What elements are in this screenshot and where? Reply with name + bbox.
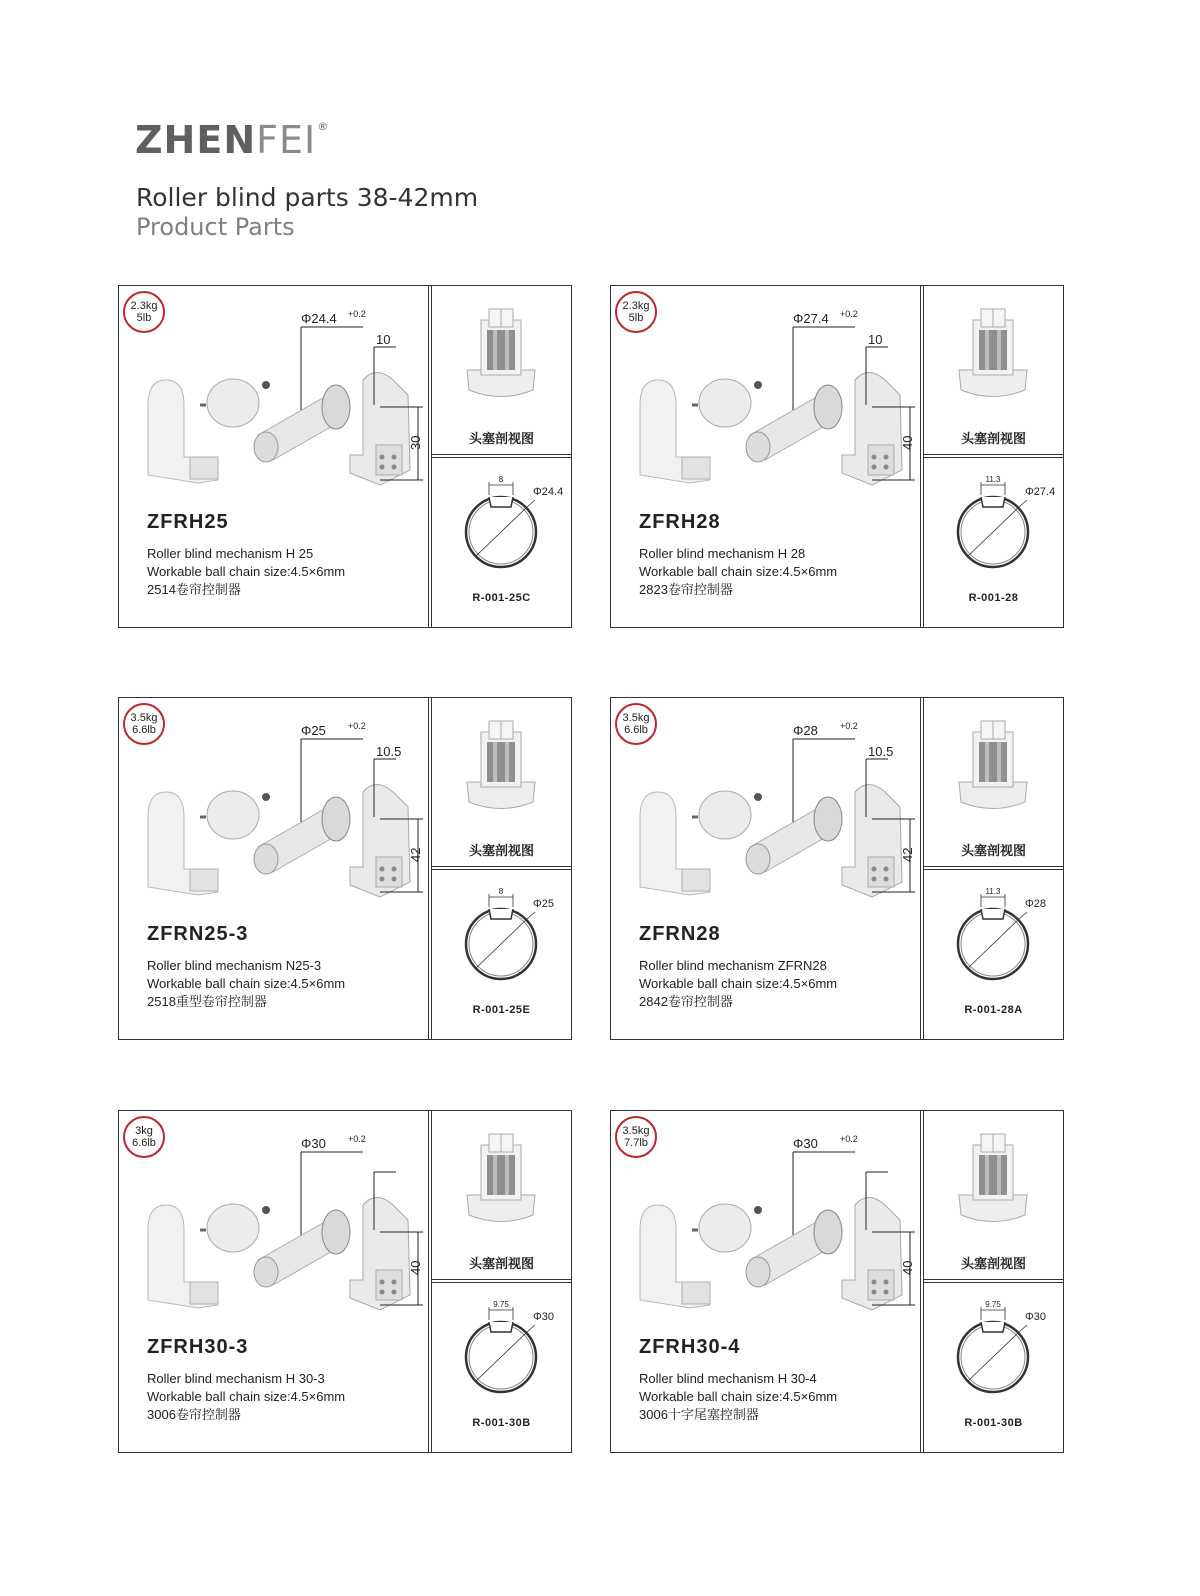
weight-kg: 3.5kg <box>622 1125 650 1137</box>
tube-profile-illustration <box>431 869 572 999</box>
plug-section-illustration <box>431 285 572 425</box>
width-dimension: 10.5 <box>868 744 894 759</box>
weight-kg: 2.3kg <box>130 300 158 312</box>
model-number: ZFRH28 <box>639 511 721 533</box>
idler-illustration <box>207 379 259 427</box>
product-description <box>639 545 837 599</box>
description-line: 2823卷帘控制器 <box>639 582 733 597</box>
description-line: Roller blind mechanism H 25 <box>147 546 314 561</box>
weight-kg: 3kg <box>135 1125 153 1137</box>
model-number: ZFRH30-3 <box>147 1336 249 1358</box>
tube-diameter: Φ27.4 <box>1025 486 1056 498</box>
idler-illustration <box>699 1204 751 1252</box>
product-card <box>118 285 572 628</box>
groove-width: 8 <box>498 475 504 484</box>
diameter-dimension: Φ24.4 <box>301 311 337 326</box>
product-description <box>639 1370 837 1424</box>
tolerance: +0.2 <box>348 309 366 319</box>
mechanism-illustration <box>118 697 430 907</box>
groove-width: 11.3 <box>985 887 1001 896</box>
tube-part-code: R-001-30B <box>472 1417 531 1429</box>
mechanism-illustration <box>610 697 922 907</box>
divider <box>431 866 572 867</box>
weight-lb: 5lb <box>136 312 152 324</box>
section-view-label: 头塞剖视图 <box>960 1256 1026 1271</box>
diameter-dimension: Φ30 <box>793 1136 818 1151</box>
height-dimension: 42 <box>900 847 915 862</box>
height-dimension: 40 <box>900 435 915 450</box>
tube-part-code: R-001-28 <box>968 592 1019 604</box>
section-view-label: 头塞剖视图 <box>468 1256 534 1271</box>
diameter-dimension: Φ27.4 <box>793 311 829 326</box>
plug-section-illustration <box>431 1110 572 1250</box>
description-line: Roller blind mechanism N25-3 <box>147 958 322 973</box>
weight-lb: 7.7lb <box>624 1137 648 1149</box>
description-line: Roller blind mechanism H 30-4 <box>639 1371 817 1386</box>
description-line: Roller blind mechanism ZFRN28 <box>639 958 827 973</box>
tolerance: +0.2 <box>840 721 858 731</box>
end-cap-plate <box>682 1282 710 1304</box>
idler-illustration <box>699 791 751 839</box>
height-dimension: 42 <box>408 847 423 862</box>
section-view-label: 头塞剖视图 <box>468 431 534 446</box>
tolerance: +0.2 <box>840 1134 858 1144</box>
description-line: Workable ball chain size:4.5×6mm <box>639 976 838 991</box>
groove-width: 9.75 <box>493 1300 509 1309</box>
weight-lb: 5lb <box>628 312 644 324</box>
groove-width: 9.75 <box>985 1300 1001 1309</box>
end-cap-plate <box>682 457 710 479</box>
description-line: Workable ball chain size:4.5×6mm <box>639 564 838 579</box>
tube-profile-illustration <box>923 869 1064 999</box>
page-title: Roller blind parts 38-42mm <box>136 183 479 212</box>
description-line: Workable ball chain size:4.5×6mm <box>147 1389 346 1404</box>
model-number: ZFRN28 <box>639 923 721 945</box>
height-dimension: 40 <box>408 1260 423 1275</box>
mechanism-illustration <box>118 1110 430 1320</box>
mechanism-illustration <box>610 1110 922 1320</box>
plug-section-illustration <box>923 697 1064 837</box>
idler-illustration <box>207 1204 259 1252</box>
tube-diameter: Φ24.4 <box>533 486 564 498</box>
product-card <box>610 285 1064 628</box>
description-line: Workable ball chain size:4.5×6mm <box>147 564 346 579</box>
page-subtitle: Product Parts <box>136 213 295 241</box>
width-dimension: 10 <box>376 332 391 347</box>
tube-diameter: Φ30 <box>1025 1311 1047 1323</box>
description-line: 2842卷帘控制器 <box>639 994 733 1009</box>
diameter-dimension: Φ30 <box>301 1136 326 1151</box>
plug-section-illustration <box>431 697 572 837</box>
divider <box>431 1279 572 1280</box>
description-line: 2518重型卷帘控制器 <box>147 994 267 1009</box>
height-dimension: 40 <box>900 1260 915 1275</box>
tube-diameter: Φ30 <box>533 1311 555 1323</box>
tube-part-code: R-001-28A <box>964 1004 1023 1016</box>
weight-lb: 6.6lb <box>132 724 156 736</box>
description-line: Workable ball chain size:4.5×6mm <box>147 976 346 991</box>
description-line: 3006十字尾塞控制器 <box>639 1407 759 1422</box>
tube-profile-illustration <box>923 1282 1064 1412</box>
brand-logo: ZHENFEI® <box>135 118 330 162</box>
end-cap-plate <box>190 1282 218 1304</box>
description-line: Roller blind mechanism H 30-3 <box>147 1371 325 1386</box>
section-view-label: 头塞剖视图 <box>468 843 534 858</box>
idler-illustration <box>699 379 751 427</box>
tube-profile-illustration <box>431 1282 572 1412</box>
product-description <box>639 957 837 1011</box>
groove-width: 8 <box>498 887 504 896</box>
tolerance: +0.2 <box>348 1134 366 1144</box>
mechanism-illustration <box>118 285 430 495</box>
mechanism-illustration <box>610 285 922 495</box>
plug-section-illustration <box>923 1110 1064 1250</box>
width-dimension: 10.5 <box>376 744 402 759</box>
product-card <box>610 1110 1064 1453</box>
idler-illustration <box>207 791 259 839</box>
product-description <box>147 545 345 599</box>
diameter-dimension: Φ28 <box>793 723 818 738</box>
product-description <box>147 957 345 1011</box>
description-line: 2514卷帘控制器 <box>147 582 241 597</box>
diameter-dimension: Φ25 <box>301 723 326 738</box>
weight-kg: 2.3kg <box>622 300 650 312</box>
weight-lb: 6.6lb <box>132 1137 156 1149</box>
width-dimension: 10 <box>868 332 883 347</box>
tube-diameter: Φ28 <box>1025 898 1047 910</box>
tube-profile-illustration <box>923 457 1064 587</box>
divider <box>923 454 1064 455</box>
tube-part-code: R-001-25E <box>472 1004 531 1016</box>
product-card <box>118 697 572 1040</box>
tube-profile-illustration <box>431 457 572 587</box>
end-cap-plate <box>190 457 218 479</box>
section-view-label: 头塞剖视图 <box>960 843 1026 858</box>
groove-width: 11.3 <box>985 475 1001 484</box>
weight-lb: 6.6lb <box>624 724 648 736</box>
product-description <box>147 1370 345 1424</box>
weight-kg: 3.5kg <box>622 712 650 724</box>
end-cap-plate <box>682 869 710 891</box>
model-number: ZFRH30-4 <box>639 1336 741 1358</box>
product-card <box>118 1110 572 1453</box>
tube-diameter: Φ25 <box>533 898 555 910</box>
height-dimension: 30 <box>408 435 423 450</box>
plug-section-illustration <box>923 285 1064 425</box>
description-line: Workable ball chain size:4.5×6mm <box>639 1389 838 1404</box>
weight-kg: 3.5kg <box>130 712 158 724</box>
model-number: ZFRN25-3 <box>147 923 249 945</box>
tolerance: +0.2 <box>348 721 366 731</box>
model-number: ZFRH25 <box>147 511 229 533</box>
section-view-label: 头塞剖视图 <box>960 431 1026 446</box>
tube-part-code: R-001-30B <box>964 1417 1023 1429</box>
description-line: Roller blind mechanism H 28 <box>639 546 806 561</box>
end-cap-plate <box>190 869 218 891</box>
description-line: 3006卷帘控制器 <box>147 1407 241 1422</box>
divider <box>923 1279 1064 1280</box>
divider <box>923 866 1064 867</box>
product-card <box>610 697 1064 1040</box>
tolerance: +0.2 <box>840 309 858 319</box>
divider <box>431 454 572 455</box>
tube-part-code: R-001-25C <box>472 592 531 604</box>
